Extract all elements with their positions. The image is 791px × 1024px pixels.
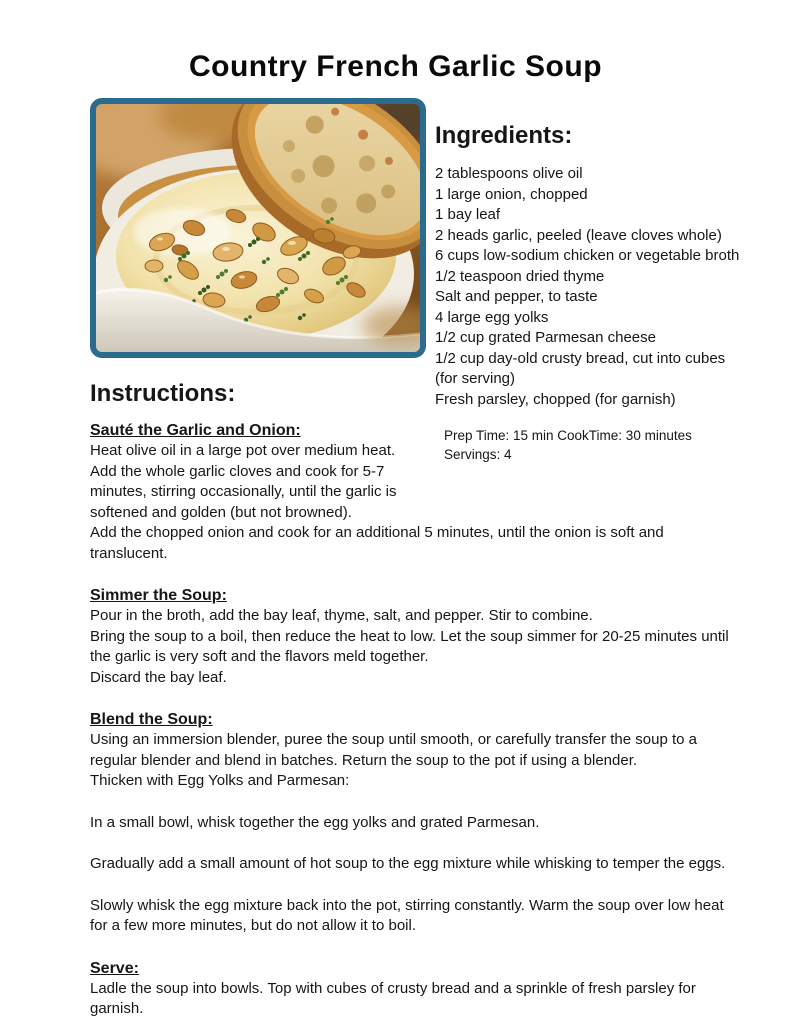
instruction-line: Ladle the soup into bowls. Top with cubes of crusty bread and a sprinkle of fresh parsley for garnish. xyxy=(90,979,696,1017)
instruction-line: Thicken with Egg Yolks and Parmesan: xyxy=(90,772,350,789)
ingredient-item: 1 bay leaf xyxy=(435,206,501,223)
instruction-section-blend xyxy=(90,709,740,937)
ingredient-item: 4 large egg yolks xyxy=(435,308,549,326)
instruction-line: Using an immersion blender, puree the soup until smooth, or carefully transfer the soup to a regular blender and blend in batches. Return the soup to the pot if using a blender. xyxy=(90,731,697,769)
instruction-line: Pour in the broth, add the bay leaf, thyme, salt, and pepper. Stir to combine. xyxy=(90,607,593,624)
section-heading: Sauté the Garlic and Onion: xyxy=(90,422,301,439)
ingredient-item: 6 cups low-sodium chicken or vegetable broth xyxy=(435,247,740,264)
recipe-meta xyxy=(435,426,740,464)
soup-photo xyxy=(90,98,426,358)
section-heading: Blend the Soup: xyxy=(90,711,213,728)
instruction-line: Heat olive oil in a large pot over medium heat. xyxy=(90,442,396,459)
page-title: Country French Garlic Soup xyxy=(188,50,603,83)
instruction-paragraph: Slowly whisk the egg mixture back into the pot, stirring constantly. Warm the soup over low heat for a few more minutes, but do not allow it to boil. xyxy=(90,896,724,934)
instruction-paragraph: Gradually add a small amount of hot soup to the egg mixture while whisking to temper the eggs. xyxy=(90,855,726,872)
ingredient-item: 1 large onion, chopped xyxy=(435,185,588,203)
ingredients-heading: Ingredients: xyxy=(435,122,573,149)
instruction-line: Bring the soup to a boil, then reduce the heat to low. Let the soup simmer for 20-25 minutes until the garlic is very soft and the flavors meld together. xyxy=(90,627,729,665)
ingredient-item: 1/2 cup grated Parmesan cheese xyxy=(435,329,656,346)
ingredients-panel xyxy=(435,98,740,513)
ingredient-item: 2 heads garlic, peeled (leave cloves whole) xyxy=(435,226,722,244)
instruction-line: Add the whole garlic cloves and cook for 5-7 minutes, stirring occasionally, until the garlic is softened and golden (but not browned). xyxy=(90,462,397,521)
ingredient-item: Fresh parsley, chopped (for garnish) xyxy=(435,390,676,408)
instructions-heading: Instructions: xyxy=(90,380,236,407)
ingredient-item: Salt and pepper, to taste xyxy=(435,288,598,305)
section-heading: Simmer the Soup: xyxy=(90,587,227,604)
servings: Servings: 4 xyxy=(444,447,512,462)
ingredient-item: 1/2 cup day-old crusty bread, cut into cubes (for serving) xyxy=(435,349,726,387)
prep-cook-time: Prep Time: 15 min CookTime: 30 minutes xyxy=(444,428,692,443)
instruction-section-serve xyxy=(90,958,740,1020)
section-heading: Serve: xyxy=(90,959,139,977)
soup-photo-illustration xyxy=(96,104,420,352)
ingredient-item: 1/2 teaspoon dried thyme xyxy=(435,267,605,285)
ingredient-item: 2 tablespoons olive oil xyxy=(435,165,583,182)
instruction-paragraph: In a small bowl, whisk together the egg yolks and grated Parmesan. xyxy=(90,813,540,831)
instruction-line: Add the chopped onion and cook for an additional 5 minutes, until the onion is soft and translucent. xyxy=(90,524,664,562)
instruction-line: Discard the bay leaf. xyxy=(90,668,227,686)
instruction-section-simmer xyxy=(90,585,740,688)
